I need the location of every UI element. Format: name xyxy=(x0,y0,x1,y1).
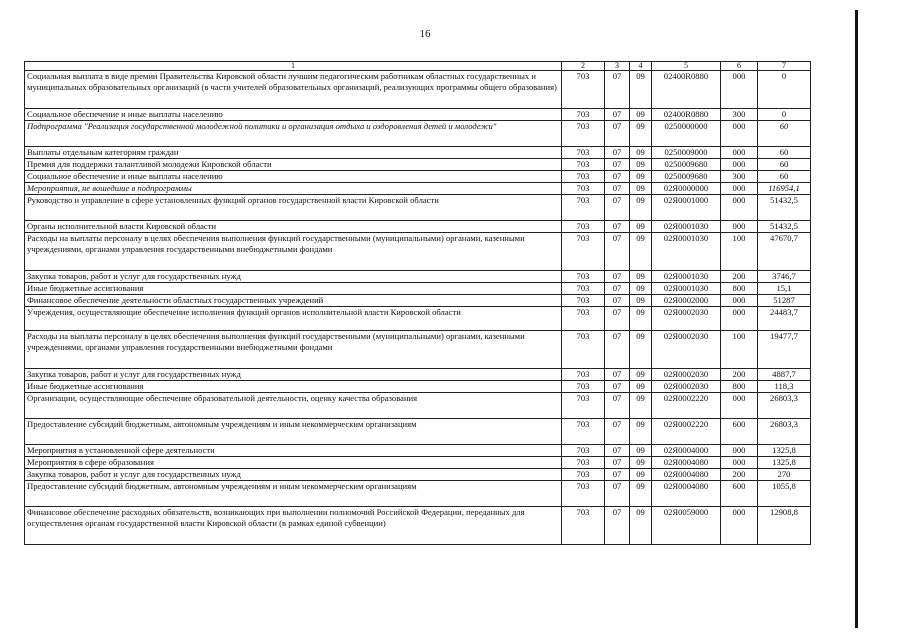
table-row xyxy=(25,507,811,545)
row-amount-cell: 60 xyxy=(758,147,811,159)
row-ministry-cell: 703 xyxy=(562,419,605,445)
row-target-article-cell: 02Я0059000 xyxy=(652,507,721,545)
row-ministry-cell: 703 xyxy=(562,233,605,271)
row-ministry-cell: 703 xyxy=(562,507,605,545)
table-row xyxy=(25,331,811,369)
row-target-article-cell: 02400R0880 xyxy=(652,71,721,109)
row-name-cell: Органы исполнительной власти Кировской области xyxy=(25,221,562,233)
table-row xyxy=(25,369,811,381)
header-cell-section: 3 xyxy=(605,62,630,71)
row-ministry-cell: 703 xyxy=(562,109,605,121)
row-name-cell: Финансовое обеспечение расходных обязательств, возникающих при выполнении полномочий Российской Федерации, переданных для осуществления органам государственной власти Кировской области (в рамках единой субвенции) xyxy=(25,507,562,545)
row-amount-cell: 1055,8 xyxy=(758,481,811,507)
row-expense-type-cell: 000 xyxy=(721,457,758,469)
row-section-cell: 07 xyxy=(605,369,630,381)
row-expense-type-cell: 600 xyxy=(721,481,758,507)
row-subsection-cell: 09 xyxy=(630,233,652,271)
row-section-cell: 07 xyxy=(605,481,630,507)
header-cell-expense-type: 6 xyxy=(721,62,758,71)
row-name-cell: Закупка товаров, работ и услуг для государственных нужд xyxy=(25,271,562,283)
row-amount-cell: 3746,7 xyxy=(758,271,811,283)
row-target-article-cell: 02Я0002030 xyxy=(652,381,721,393)
row-section-cell: 07 xyxy=(605,307,630,331)
row-section-cell: 07 xyxy=(605,171,630,183)
table-row xyxy=(25,159,811,171)
row-expense-type-cell: 000 xyxy=(721,147,758,159)
row-target-article-cell: 0250009680 xyxy=(652,159,721,171)
row-expense-type-cell: 000 xyxy=(721,71,758,109)
row-expense-type-cell: 000 xyxy=(721,159,758,171)
row-expense-type-cell: 300 xyxy=(721,171,758,183)
row-amount-cell: 0 xyxy=(758,109,811,121)
table-row xyxy=(25,481,811,507)
row-expense-type-cell: 200 xyxy=(721,369,758,381)
row-ministry-cell: 703 xyxy=(562,171,605,183)
row-subsection-cell: 09 xyxy=(630,419,652,445)
row-name-cell: Руководство и управление в сфере установленных функций органов государственной власти Кировской области xyxy=(25,195,562,221)
row-expense-type-cell: 000 xyxy=(721,393,758,419)
row-ministry-cell: 703 xyxy=(562,369,605,381)
table-row xyxy=(25,171,811,183)
row-name-cell: Социальное обеспечение и иные выплаты населению xyxy=(25,109,562,121)
row-target-article-cell: 02Я0001030 xyxy=(652,233,721,271)
row-amount-cell: 1325,8 xyxy=(758,445,811,457)
header-cell-subsection: 4 xyxy=(630,62,652,71)
row-section-cell: 07 xyxy=(605,147,630,159)
row-subsection-cell: 09 xyxy=(630,295,652,307)
table-row xyxy=(25,295,811,307)
row-amount-cell: 0 xyxy=(758,71,811,109)
row-section-cell: 07 xyxy=(605,295,630,307)
row-expense-type-cell: 800 xyxy=(721,283,758,295)
row-ministry-cell: 703 xyxy=(562,469,605,481)
row-target-article-cell: 02Я0002030 xyxy=(652,331,721,369)
row-subsection-cell: 09 xyxy=(630,393,652,419)
table-row xyxy=(25,183,811,195)
row-target-article-cell: 02Я0002030 xyxy=(652,307,721,331)
row-name-cell: Выплаты отдельным категориям граждан xyxy=(25,147,562,159)
row-subsection-cell: 09 xyxy=(630,481,652,507)
row-subsection-cell: 09 xyxy=(630,159,652,171)
row-expense-type-cell: 600 xyxy=(721,419,758,445)
row-name-cell: Финансовое обеспечение деятельности областных государственных учреждений xyxy=(25,295,562,307)
table-row xyxy=(25,393,811,419)
row-section-cell: 07 xyxy=(605,469,630,481)
row-expense-type-cell: 200 xyxy=(721,271,758,283)
row-subsection-cell: 09 xyxy=(630,221,652,233)
row-name-cell: Мероприятия, не вошедшие в подпрограммы xyxy=(25,183,562,195)
row-section-cell: 07 xyxy=(605,121,630,147)
row-expense-type-cell: 000 xyxy=(721,295,758,307)
row-name-cell: Мероприятия в сфере образования xyxy=(25,457,562,469)
row-section-cell: 07 xyxy=(605,457,630,469)
budget-table xyxy=(24,61,811,545)
row-amount-cell: 12908,8 xyxy=(758,507,811,545)
row-section-cell: 07 xyxy=(605,393,630,419)
row-amount-cell: 19477,7 xyxy=(758,331,811,369)
table-row xyxy=(25,381,811,393)
table-row xyxy=(25,307,811,331)
table-header-row xyxy=(25,62,811,71)
row-amount-cell: 118,3 xyxy=(758,381,811,393)
row-expense-type-cell: 000 xyxy=(721,195,758,221)
row-expense-type-cell: 000 xyxy=(721,507,758,545)
row-ministry-cell: 703 xyxy=(562,307,605,331)
table-row xyxy=(25,419,811,445)
row-target-article-cell: 02Я0002220 xyxy=(652,419,721,445)
header-cell-ministry: 2 xyxy=(562,62,605,71)
row-subsection-cell: 09 xyxy=(630,171,652,183)
row-amount-cell: 24483,7 xyxy=(758,307,811,331)
table-row xyxy=(25,283,811,295)
row-section-cell: 07 xyxy=(605,195,630,221)
row-amount-cell: 51287 xyxy=(758,295,811,307)
row-target-article-cell: 02Я0001030 xyxy=(652,283,721,295)
row-amount-cell: 60 xyxy=(758,159,811,171)
header-cell-name: 1 xyxy=(25,62,562,71)
row-section-cell: 07 xyxy=(605,71,630,109)
row-target-article-cell: 02Я0002220 xyxy=(652,393,721,419)
row-target-article-cell: 02Я0001000 xyxy=(652,195,721,221)
row-name-cell: Социальная выплата в виде премии Правительства Кировской области лучшим педагогическим работникам областных государственных и муниципальных образовательных организаций (в части учителей образовательных организаций, реализующих программы общего образования) xyxy=(25,71,562,109)
row-amount-cell: 270 xyxy=(758,469,811,481)
row-subsection-cell: 09 xyxy=(630,507,652,545)
row-ministry-cell: 703 xyxy=(562,221,605,233)
row-name-cell: Мероприятия в установленной сфере деятельности xyxy=(25,445,562,457)
row-section-cell: 07 xyxy=(605,233,630,271)
row-amount-cell: 1325,8 xyxy=(758,457,811,469)
row-ministry-cell: 703 xyxy=(562,393,605,419)
row-expense-type-cell: 000 xyxy=(721,445,758,457)
row-subsection-cell: 09 xyxy=(630,271,652,283)
table-row xyxy=(25,195,811,221)
row-ministry-cell: 703 xyxy=(562,445,605,457)
row-ministry-cell: 703 xyxy=(562,71,605,109)
row-subsection-cell: 09 xyxy=(630,147,652,159)
row-expense-type-cell: 100 xyxy=(721,233,758,271)
row-amount-cell: 60 xyxy=(758,121,811,147)
table-row xyxy=(25,121,811,147)
row-ministry-cell: 703 xyxy=(562,195,605,221)
row-amount-cell: 47670,7 xyxy=(758,233,811,271)
row-expense-type-cell: 000 xyxy=(721,121,758,147)
row-section-cell: 07 xyxy=(605,271,630,283)
row-target-article-cell: 02Я0004000 xyxy=(652,445,721,457)
row-amount-cell: 15,1 xyxy=(758,283,811,295)
row-subsection-cell: 09 xyxy=(630,121,652,147)
row-subsection-cell: 09 xyxy=(630,109,652,121)
row-target-article-cell: 02Я0000000 xyxy=(652,183,721,195)
row-subsection-cell: 09 xyxy=(630,183,652,195)
row-section-cell: 07 xyxy=(605,283,630,295)
row-target-article-cell: 0250009680 xyxy=(652,171,721,183)
row-ministry-cell: 703 xyxy=(562,147,605,159)
page-number: 16 xyxy=(419,28,431,40)
row-name-cell: Подпрограмма "Реализация государственной молодежной политики и организация отдыха и оздоровления детей и молодежи" xyxy=(25,121,562,147)
row-name-cell: Расходы на выплаты персоналу в целях обеспечения выполнения функций государственными (муниципальными) органами, казенными учреждениями, органами управления государственными внебюджетными фондами xyxy=(25,233,562,271)
row-name-cell: Иные бюджетные ассигнования xyxy=(25,381,562,393)
row-ministry-cell: 703 xyxy=(562,295,605,307)
row-target-article-cell: 0250000000 xyxy=(652,121,721,147)
row-section-cell: 07 xyxy=(605,183,630,195)
row-ministry-cell: 703 xyxy=(562,159,605,171)
row-expense-type-cell: 300 xyxy=(721,109,758,121)
row-section-cell: 07 xyxy=(605,445,630,457)
row-ministry-cell: 703 xyxy=(562,121,605,147)
row-target-article-cell: 0250009000 xyxy=(652,147,721,159)
row-target-article-cell: 02Я0002000 xyxy=(652,295,721,307)
table-body xyxy=(25,71,811,545)
table-row xyxy=(25,469,811,481)
row-ministry-cell: 703 xyxy=(562,283,605,295)
row-target-article-cell: 02Я0001030 xyxy=(652,271,721,283)
row-subsection-cell: 09 xyxy=(630,457,652,469)
row-section-cell: 07 xyxy=(605,507,630,545)
row-amount-cell: 60 xyxy=(758,171,811,183)
table-row xyxy=(25,457,811,469)
row-name-cell: Иные бюджетные ассигнования xyxy=(25,283,562,295)
table-row xyxy=(25,445,811,457)
row-subsection-cell: 09 xyxy=(630,307,652,331)
row-target-article-cell: 02Я0004080 xyxy=(652,481,721,507)
row-ministry-cell: 703 xyxy=(562,183,605,195)
row-amount-cell: 4887,7 xyxy=(758,369,811,381)
row-amount-cell: 51432,5 xyxy=(758,221,811,233)
row-subsection-cell: 09 xyxy=(630,469,652,481)
row-ministry-cell: 703 xyxy=(562,331,605,369)
table-row xyxy=(25,71,811,109)
row-name-cell: Социальное обеспечение и иные выплаты населению xyxy=(25,171,562,183)
row-section-cell: 07 xyxy=(605,331,630,369)
table-row xyxy=(25,109,811,121)
table-row xyxy=(25,147,811,159)
row-target-article-cell: 02400R0880 xyxy=(652,109,721,121)
row-name-cell: Предоставление субсидий бюджетным, автономным учреждениям и иным некоммерческим организациям xyxy=(25,481,562,507)
row-section-cell: 07 xyxy=(605,109,630,121)
row-name-cell: Закупка товаров, работ и услуг для государственных нужд xyxy=(25,469,562,481)
row-target-article-cell: 02Я0002030 xyxy=(652,369,721,381)
row-name-cell: Премия для поддержки талантливой молодежи Кировской области xyxy=(25,159,562,171)
table-row xyxy=(25,271,811,283)
row-target-article-cell: 02Я0004080 xyxy=(652,457,721,469)
row-expense-type-cell: 000 xyxy=(721,221,758,233)
row-ministry-cell: 703 xyxy=(562,271,605,283)
row-target-article-cell: 02Я0001030 xyxy=(652,221,721,233)
table-row xyxy=(25,233,811,271)
row-expense-type-cell: 100 xyxy=(721,331,758,369)
row-amount-cell: 26803,3 xyxy=(758,393,811,419)
row-subsection-cell: 09 xyxy=(630,369,652,381)
row-expense-type-cell: 800 xyxy=(721,381,758,393)
row-amount-cell: 51432,5 xyxy=(758,195,811,221)
row-subsection-cell: 09 xyxy=(630,445,652,457)
row-ministry-cell: 703 xyxy=(562,481,605,507)
row-subsection-cell: 09 xyxy=(630,195,652,221)
row-name-cell: Расходы на выплаты персоналу в целях обеспечения выполнения функций государственными (муниципальными) органами, казенными учреждениями, органами управления государственными внебюджетными фондами xyxy=(25,331,562,369)
row-section-cell: 07 xyxy=(605,419,630,445)
row-expense-type-cell: 000 xyxy=(721,307,758,331)
row-name-cell: Предоставление субсидий бюджетным, автономным учреждениям и иным некоммерческим организациям xyxy=(25,419,562,445)
scan-edge-line xyxy=(855,10,858,628)
row-target-article-cell: 02Я0004080 xyxy=(652,469,721,481)
row-expense-type-cell: 200 xyxy=(721,469,758,481)
row-amount-cell: 26803,3 xyxy=(758,419,811,445)
row-subsection-cell: 09 xyxy=(630,381,652,393)
row-subsection-cell: 09 xyxy=(630,71,652,109)
row-name-cell: Учреждения, осуществляющие обеспечение исполнения функций органов исполнительной власти Кировской области xyxy=(25,307,562,331)
row-section-cell: 07 xyxy=(605,159,630,171)
row-section-cell: 07 xyxy=(605,381,630,393)
table-row xyxy=(25,221,811,233)
row-subsection-cell: 09 xyxy=(630,283,652,295)
row-expense-type-cell: 000 xyxy=(721,183,758,195)
row-subsection-cell: 09 xyxy=(630,331,652,369)
row-name-cell: Организации, осуществляющие обеспечение образовательной деятельности, оценку качества образования xyxy=(25,393,562,419)
header-cell-amount: 7 xyxy=(758,62,811,71)
row-ministry-cell: 703 xyxy=(562,457,605,469)
row-amount-cell: 116954,1 xyxy=(758,183,811,195)
header-cell-target-article: 5 xyxy=(652,62,721,71)
row-section-cell: 07 xyxy=(605,221,630,233)
row-ministry-cell: 703 xyxy=(562,381,605,393)
row-name-cell: Закупка товаров, работ и услуг для государственных нужд xyxy=(25,369,562,381)
